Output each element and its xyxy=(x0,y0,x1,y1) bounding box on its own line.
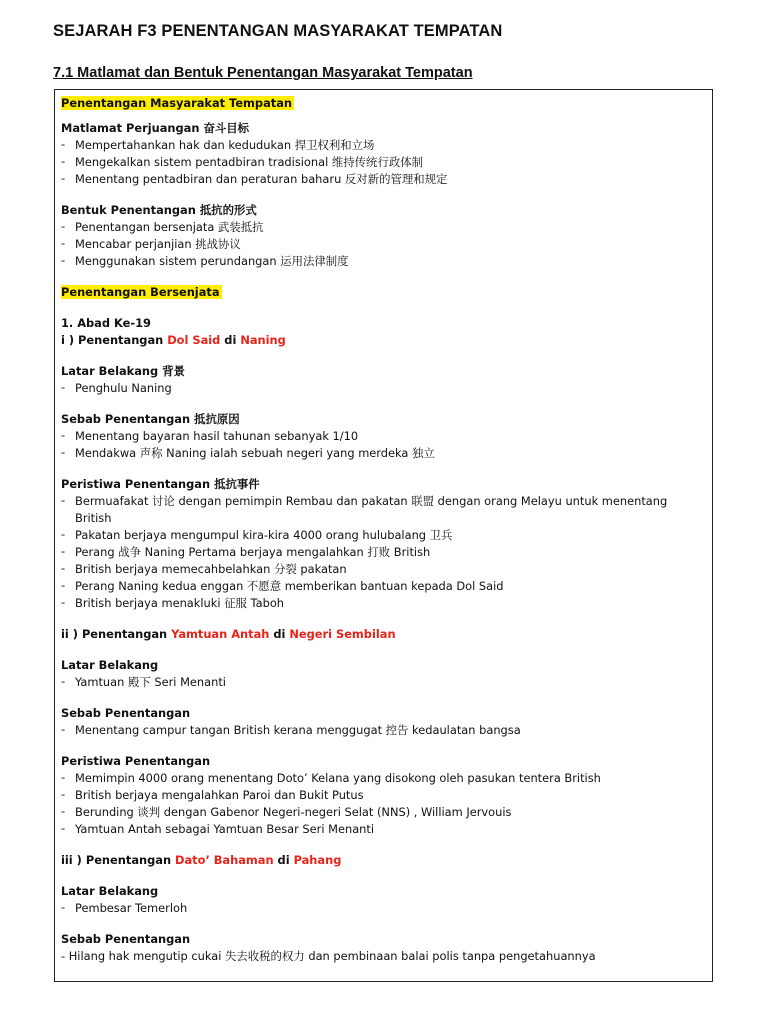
dash-bullet: - xyxy=(61,236,66,250)
list-item: - Mempertahankan hak dan kedudukan 捍卫权利和立场 xyxy=(61,137,375,152)
heading-matlamat: Matlamat Perjuangan 奋斗目标 xyxy=(61,121,250,135)
subheading-abad: 1. Abad Ke-19 xyxy=(61,316,151,330)
heading-sebab: Sebab Penentangan 抵抗原因 xyxy=(61,412,240,426)
list-item: - Mengekalkan sistem pentadbiran tradisional 维持传统行政体制 xyxy=(61,154,424,169)
heading-peristiwa: Peristiwa Penentangan 抵抗事件 xyxy=(61,477,260,491)
heading-latar-belakang: Latar Belakang 背景 xyxy=(61,364,185,378)
list-item: - Berunding 谈判 dengan Gabenor Negeri-negeri Selat (NNS) , William Jervouis xyxy=(61,804,512,819)
dash-bullet: - xyxy=(61,821,66,835)
dash-bullet: - xyxy=(61,154,66,168)
dash-bullet: - xyxy=(61,770,66,784)
dash-bullet: - xyxy=(61,445,66,459)
list-item: - Menentang bayaran hasil tahunan sebanyak 1/10 xyxy=(61,428,359,443)
heading-latar-belakang: Latar Belakang xyxy=(61,658,159,672)
list-item: - British berjaya menakluki 征服 Taboh xyxy=(61,595,285,610)
dash-bullet: - xyxy=(61,804,66,818)
list-item: - Yamtuan 殿下 Seri Menanti xyxy=(61,674,226,689)
dash-bullet: - xyxy=(61,722,66,736)
heading-peristiwa: Peristiwa Penentangan xyxy=(61,754,211,768)
page-title: SEJARAH F3 PENENTANGAN MASYARAKAT TEMPATAN xyxy=(53,22,503,40)
dash-bullet: - xyxy=(61,595,66,609)
dash-bullet: - xyxy=(61,544,66,558)
content-box xyxy=(61,95,701,965)
dash-bullet: - xyxy=(61,527,66,541)
dash-bullet: - xyxy=(61,380,66,394)
dash-bullet: - xyxy=(61,900,66,914)
list-item: - Pakatan berjaya mengumpul kira-kira 4000 orang hulubalang 卫兵 xyxy=(61,527,453,542)
list-item: - Memimpin 4000 orang menentang Doto’ Kelana yang disokong oleh pasukan tentera British xyxy=(61,770,601,785)
dash-bullet: - xyxy=(61,787,66,801)
list-item: - Bermuafakat 讨论 dengan pemimpin Rembau dan pakatan 联盟 dengan orang Melayu untuk menentang British xyxy=(61,493,668,525)
section-heading-dato-bahaman: iii ) Penentangan Dato’ Bahaman di Pahang xyxy=(61,853,342,867)
list-item: - Perang Naning kedua enggan 不愿意 memberikan bantuan kepada Dol Said xyxy=(61,578,504,593)
dash-bullet: - xyxy=(61,171,66,185)
dash-bullet: - xyxy=(61,428,66,442)
list-item: - Perang 战争 Naning Pertama berjaya mengalahkan 打败 British xyxy=(61,544,431,559)
list-item: - Mendakwa 声称 Naning ialah sebuah negeri yang merdeka 独立 xyxy=(61,445,435,460)
list-item: - Yamtuan Antah sebagai Yamtuan Besar Seri Menanti xyxy=(61,821,375,836)
dash-bullet: - xyxy=(61,137,66,151)
list-item: - Penentangan bersenjata 武装抵抗 xyxy=(61,219,264,234)
list-item: - British berjaya memecahbelahkan 分裂 pakatan xyxy=(61,561,347,576)
list-item: - British berjaya mengalahkan Paroi dan Bukit Putus xyxy=(61,787,364,802)
list-item: - Penghulu Naning xyxy=(61,380,172,395)
list-item: - Menentang campur tangan British kerana menggugat 控告 kedaulatan bangsa xyxy=(61,722,521,737)
heading-latar-belakang: Latar Belakang xyxy=(61,884,159,898)
list-item: - Menggunakan sistem perundangan 运用法律制度 xyxy=(61,253,349,268)
dash-bullet: - xyxy=(61,219,66,233)
section-heading-yamtuan-antah: ii ) Penentangan Yamtuan Antah di Negeri Sembilan xyxy=(61,627,396,641)
dash-bullet: - xyxy=(61,674,66,688)
list-item: - Pembesar Temerloh xyxy=(61,900,188,915)
dash-bullet: - xyxy=(61,253,66,267)
highlight-heading-penentangan: Penentangan Masyarakat Tempatan xyxy=(61,96,292,110)
highlight-heading-bersenjata: Penentangan Bersenjata xyxy=(61,285,220,299)
section-heading-dol-said: i ) Penentangan Dol Said di Naning xyxy=(61,333,286,347)
dash-bullet: - xyxy=(61,561,66,575)
heading-sebab: Sebab Penentangan xyxy=(61,706,191,720)
list-item: - Menentang pentadbiran dan peraturan baharu 反对新的管理和规定 xyxy=(61,171,448,186)
dash-bullet: - xyxy=(61,493,66,507)
section-subtitle: 7.1 Matlamat dan Bentuk Penentangan Masyarakat Tempatan xyxy=(53,65,473,81)
list-item: - Hilang hak mengutip cukai 失去收税的权力 dan pembinaan balai polis tanpa pengetahuannya xyxy=(61,949,596,963)
heading-bentuk: Bentuk Penentangan 抵抗的形式 xyxy=(61,203,257,217)
dash-bullet: - xyxy=(61,578,66,592)
heading-sebab: Sebab Penentangan xyxy=(61,932,191,946)
list-item: - Mencabar perjanjian 挑战协议 xyxy=(61,236,241,251)
